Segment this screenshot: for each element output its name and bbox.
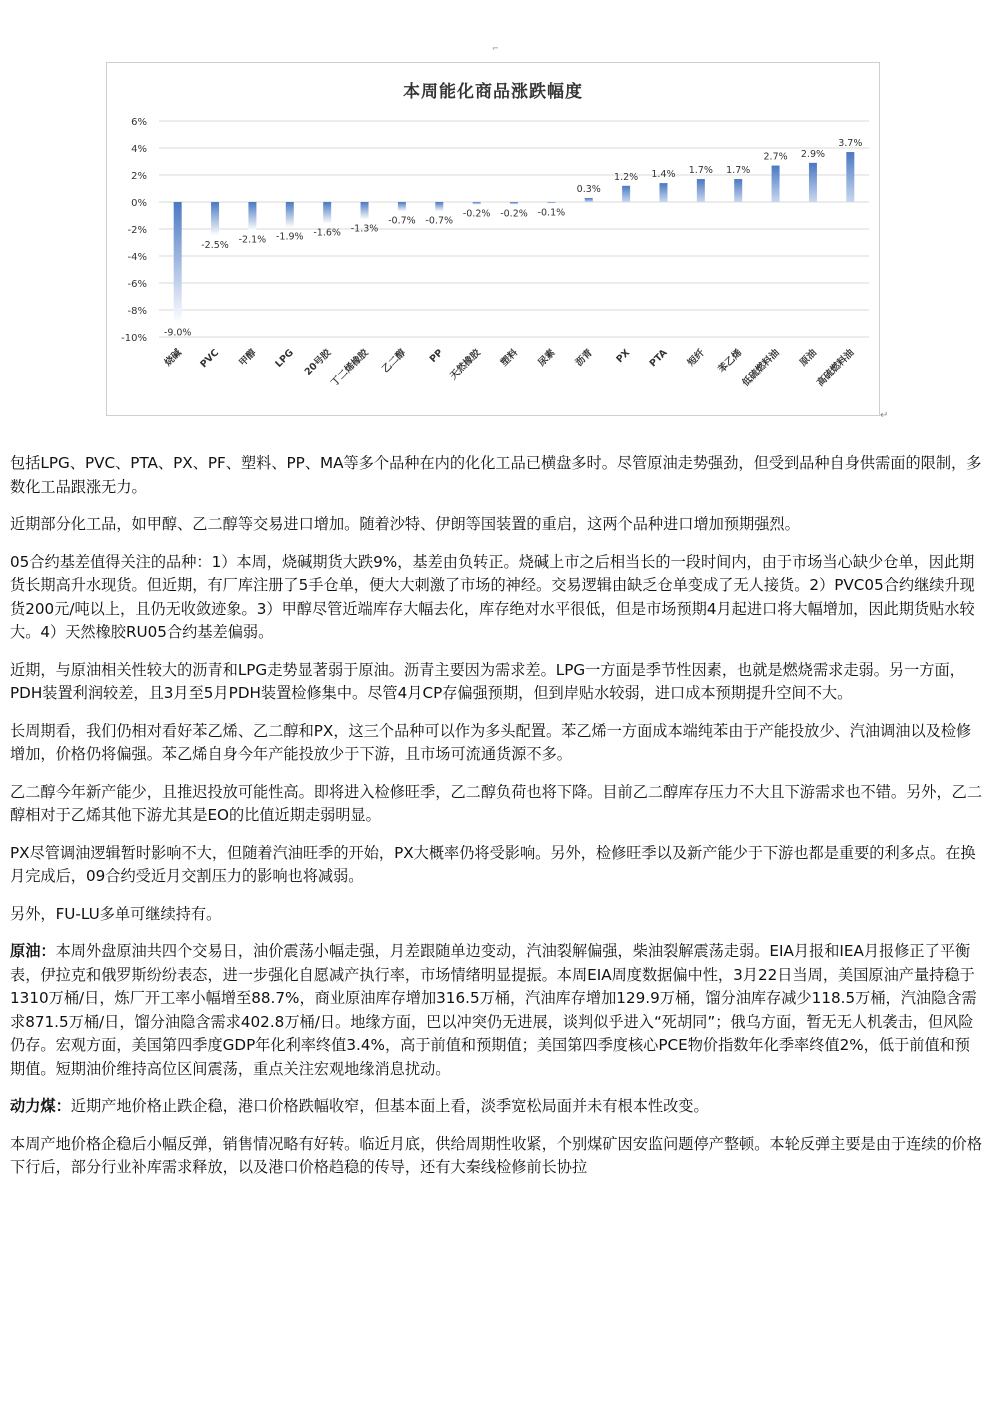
data-label: 2.9% [800,148,826,160]
bar [398,202,406,211]
x-tick-label: 烧碱 [162,347,184,369]
data-label: -0.1% [537,207,566,219]
x-tick-label: 甲醇 [237,347,259,369]
paragraph-text: 乙二醇今年新产能少，且推迟投放可能性高。即将进入检修旺季，乙二醇负荷也将下降。目前乙二醇库存压力不大且下游需求也不错。另外，乙二醇相对于乙烯其他下游尤其是EO的比值近期走弱明显。 [10,782,982,824]
paragraph-mark: ↵ [880,410,889,421]
bar [697,179,705,202]
bar [585,198,593,202]
paragraph-text: PX尽管调油逻辑暂时影响不大，但随着汽油旺季的开始，PX大概率仍将受影响。另外，检修旺季以及新产能少于下游也都是重要的利多点。在换月完成后，09合约受近月交割压力的影响也将减弱。 [10,843,976,885]
bar [211,202,219,236]
paragraph [10,720,982,767]
data-label: -0.7% [425,215,454,227]
data-label: -0.2% [462,208,491,220]
paragraph [10,781,982,828]
paragraph-text: 另外，FU-LU多单可继续持有。 [10,904,222,923]
bar [248,202,256,230]
format-mark: ⌐ [492,44,499,53]
y-tick-label: -10% [121,333,147,344]
bar-chart [107,63,879,415]
bar [622,186,630,202]
x-tick-label: PTA [647,347,670,370]
bar [174,202,182,324]
y-tick-label: 2% [131,171,147,182]
data-label: -2.1% [238,234,267,246]
data-label: -0.2% [500,208,528,220]
x-tick-label: 尿素 [536,347,558,369]
x-tick-label: 苯乙烯 [716,347,745,376]
x-tick-label: LPG [273,347,296,370]
x-tick-label: 高硫燃料油 [815,347,857,389]
data-label: -1.3% [350,223,379,235]
bar [435,202,443,211]
y-tick-label: -2% [127,225,147,236]
bar [659,183,667,202]
article-body [10,452,982,1194]
y-tick-label: 0% [131,198,147,209]
data-label: -2.5% [201,239,229,251]
paragraph-text: 包括LPG、PVC、PTA、PX、PF、塑料、PP、MA等多个品种在内的化化工品已横盘多时。尽管原油走势强劲，但受到品种自身供需面的限制，多数化工品跟涨无力。 [10,454,982,496]
data-label: 0.3% [576,183,601,195]
paragraph [10,551,982,645]
data-label: -0.7% [388,215,416,227]
paragraph [10,452,982,499]
paragraph-text: 本周产地价格企稳后小幅反弹，销售情况略有好转。临近月底，供给周期性收紧，个别煤矿因安监问题停产整顿。本轮反弹主要是由于连续的价格下行后，部分行业补库需求释放，以及港口价格趋稳的传导，还有大秦线检修前长协拉 [10,1134,982,1176]
bar [547,202,555,203]
chart-title: 本周能化商品涨跌幅度 [403,82,583,102]
paragraph-text: 近期部分化工品，如甲醇、乙二醇等交易进口增加。随着沙特、伊朗等国装置的重启，这两个品种进口增加预期强烈。 [10,515,800,533]
bar [772,166,780,202]
x-tick-label: 沥青 [573,347,595,369]
data-label: -9.0% [163,327,192,339]
paragraph-text: 近期，与原油相关性较大的沥青和LPG走势显著弱于原油。沥青主要因为需求差。LPG一方面是季节性因素，也就是燃烧需求走弱。另一方面，PDH装置利润较差，且3月至5月PDH装置检修集中。尽管4月CP存偏强预期，但到岸贴水较弱，进口成本预期提升空间不大。 [10,660,965,702]
paragraph [10,842,982,889]
paragraph [10,1095,982,1119]
data-label: 1.4% [651,169,676,181]
paragraph [10,903,982,927]
bar [734,179,742,202]
y-tick-label: -4% [127,252,147,263]
x-tick-label: 原油 [797,347,820,369]
x-tick-label: 丁二烯橡胶 [329,347,371,389]
x-tick-label: 塑料 [498,347,521,369]
paragraph-text: 本周外盘原油共四个交易日，油价震荡小幅走强，月差跟随单边变动，汽油裂解偏强，柴油裂解震荡走弱。EIA月报和IEA月报修正了平衡表，伊拉克和俄罗斯纷纷表态，进一步强化自愿减产执行率，市场情绪明显提振。本周EIA周度数据偏中性，3月22日当周，美国原油产量持稳于1310万桶/日，炼厂开工率小幅增至88.7%，商业原油库存增加316.5万桶，汽油库存增加129.9万桶，馏分油库存减少118.5万桶，汽油隐含需求871.5万桶/日，馏分油隐含需求402.8万桶/日。地缘方面，巴以冲突仍无进展，谈判似乎进入“死胡同”；俄乌方面，暂无无人机袭击，但风险仍存。宏观方面，美国第四季度GDP年化利率终值3.4%，高于前值和预期值；美国第四季度核心PCE物价指数年化季率终值2%，低于前值和预期值。短期油价维持高位区间震荡，重点关注宏观地缘消息扰动。 [10,942,977,1078]
paragraph [10,1133,982,1180]
x-tick-label: PX [614,347,633,366]
bar [846,152,854,202]
bar [809,163,817,202]
y-tick-label: 6% [131,117,147,128]
bar [510,202,518,205]
x-tick-label: 20号胶 [302,347,334,378]
x-tick-label: 天然橡胶 [448,347,483,383]
data-label: 1.7% [726,165,751,177]
paragraph [10,940,982,1081]
bar [323,202,331,224]
paragraph-lead: 动力煤： [10,1097,71,1115]
data-label: 3.7% [838,138,863,150]
x-tick-label: 低硫燃料油 [740,347,782,389]
paragraph-lead: 原油： [10,942,56,960]
y-tick-label: 4% [131,144,147,155]
data-label: 1.7% [688,165,713,177]
x-tick-label: PP [427,347,446,365]
paragraph-text: 近期产地价格止跌企稳，港口价格跌幅收窄，但基本面上看，淡季宽松局面并未有根本性改变。 [70,1097,709,1115]
paragraph-text: 05合约基差值得关注的品种：1）本周，烧碱期货大跌9%，基差由负转正。烧碱上市之后相当长的一段时间内，由于市场当心缺少仓单，因此期货长期高升水现货。但近期，有厂库注册了5手仓单，便大大刺激了市场的神经。交易逻辑由缺乏仓单变成了无人接货。2）PVC05合约继续升现货200元/吨以上，且仍无收敛迹象。3）甲醇尽管近端库存大幅去化，库存绝对水平很低，但是市场预期4月起进口将大幅增加，因此期货贴水较大。4）天然橡胶RU05合约基差偏弱。 [10,552,975,641]
data-label: 2.7% [763,151,788,163]
paragraph [10,659,982,706]
chart-container [106,62,880,416]
data-label: 1.2% [614,171,639,183]
data-label: -1.9% [276,231,304,243]
bar [286,202,294,228]
x-tick-label: PVC [198,347,222,371]
data-label: -1.6% [313,227,341,239]
y-tick-label: -6% [127,279,147,290]
x-tick-label: 乙二醇 [380,347,409,376]
x-tick-label: 短纤 [685,347,707,369]
bar [473,202,481,205]
paragraph-text: 长周期看，我们仍相对看好苯乙烯、乙二醇和PX，这三个品种可以作为多头配置。苯乙烯一方面成本端纯苯由于产能投放少、汽油调油以及检修增加，价格仍将偏强。苯乙烯自身今年产能投放少于下游，且市场可流通货源不多。 [10,721,972,763]
paragraph [10,513,982,537]
bar [361,202,369,220]
y-tick-label: -8% [127,306,147,317]
